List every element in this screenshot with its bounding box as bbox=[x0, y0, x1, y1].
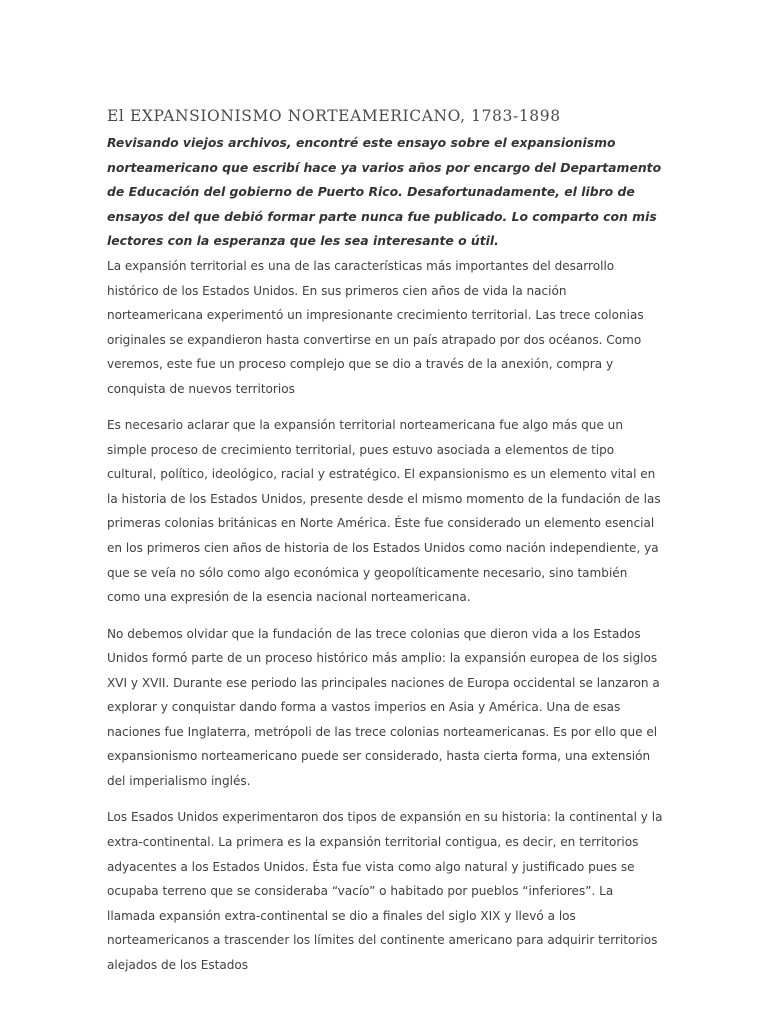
paragraph-4: Los Esados Unidos experimentaron dos tipos de expansión en su historia: la continental y la extra-continental. La primera es la expansión territorial contigua, es decir, en territorios adyacentes a los Estados Unidos. Ésta fue vista como algo natural y justificado pues se ocupaba terreno que se consideraba “vacío” o habitado por pueblos “inferiores”. La llamada expansión extra-continental se dio a finales del siglo XIX y llevó a los norteamericanos a trascender los límites del continente americano para adquirir territorios alejados de los Estados bbox=[107, 810, 663, 972]
paragraph-2: Es necesario aclarar que la expansión territorial norteamericana fue algo más que un simple proceso de crecimiento territorial, pues estuvo asociada a elementos de tipo cultural, político, ideológico, racial y estratégico. El expansionismo es un elemento vital en la historia de los Estados Unidos, presente desde el mismo momento de la fundación de las primeras colonias británicas en Norte América. Éste fue considerado un elemento esencial en los primeros cien años de historia de los Estados Unidos como nación independiente, ya que se veía no sólo como algo económica y geopolíticamente necesario, sino también como una expresión de la esencia nacional norteamericana. bbox=[107, 418, 661, 605]
paragraph-3: No debemos olvidar que la fundación de las trece colonias que dieron vida a los Estados Unidos formó parte de un proceso histórico más amplio: la expansión europea de los siglos XVI y XVII. Durante ese periodo las principales naciones de Europa occidental se lanzaron a explorar y conquistar dando forma a vastos imperios en Asia y América. Una de esas naciones fue Inglaterra, metrópoli de las trece colonias norteamericanas. Es por ello que el expansionismo norteamericano puede ser considerado, hasta cierta forma, una extensión del imperialismo inglés. bbox=[107, 626, 660, 788]
document-title: El EXPANSIONISMO NORTEAMERICANO, 1783-1898 bbox=[107, 107, 561, 125]
intro-note: Revisando viejos archivos, encontré este ensayo sobre el expansionismo norteamericano que escribí hace ya varios años por encargo del Departamento de Educación del gobierno de Puerto Rico. Desafortunadamente, el libro de ensayos del que debió formar parte nunca fue publicado. Lo comparto con mis lectores con la esperanza que les sea interesante o útil. bbox=[107, 135, 662, 249]
document-page bbox=[107, 103, 663, 989]
paragraph-1: La expansión territorial es una de las características más importantes del desarrollo histórico de los Estados Unidos. En sus primeros cien años de vida la nación norteamericana experimentó un impresionante crecimiento territorial. Las trece colonias originales se expandieron hasta convertirse en un país atrapado por dos océanos. Como veremos, este fue un proceso complejo que se dio a través de la anexión, compra y conquista de nuevos territorios bbox=[107, 258, 644, 396]
